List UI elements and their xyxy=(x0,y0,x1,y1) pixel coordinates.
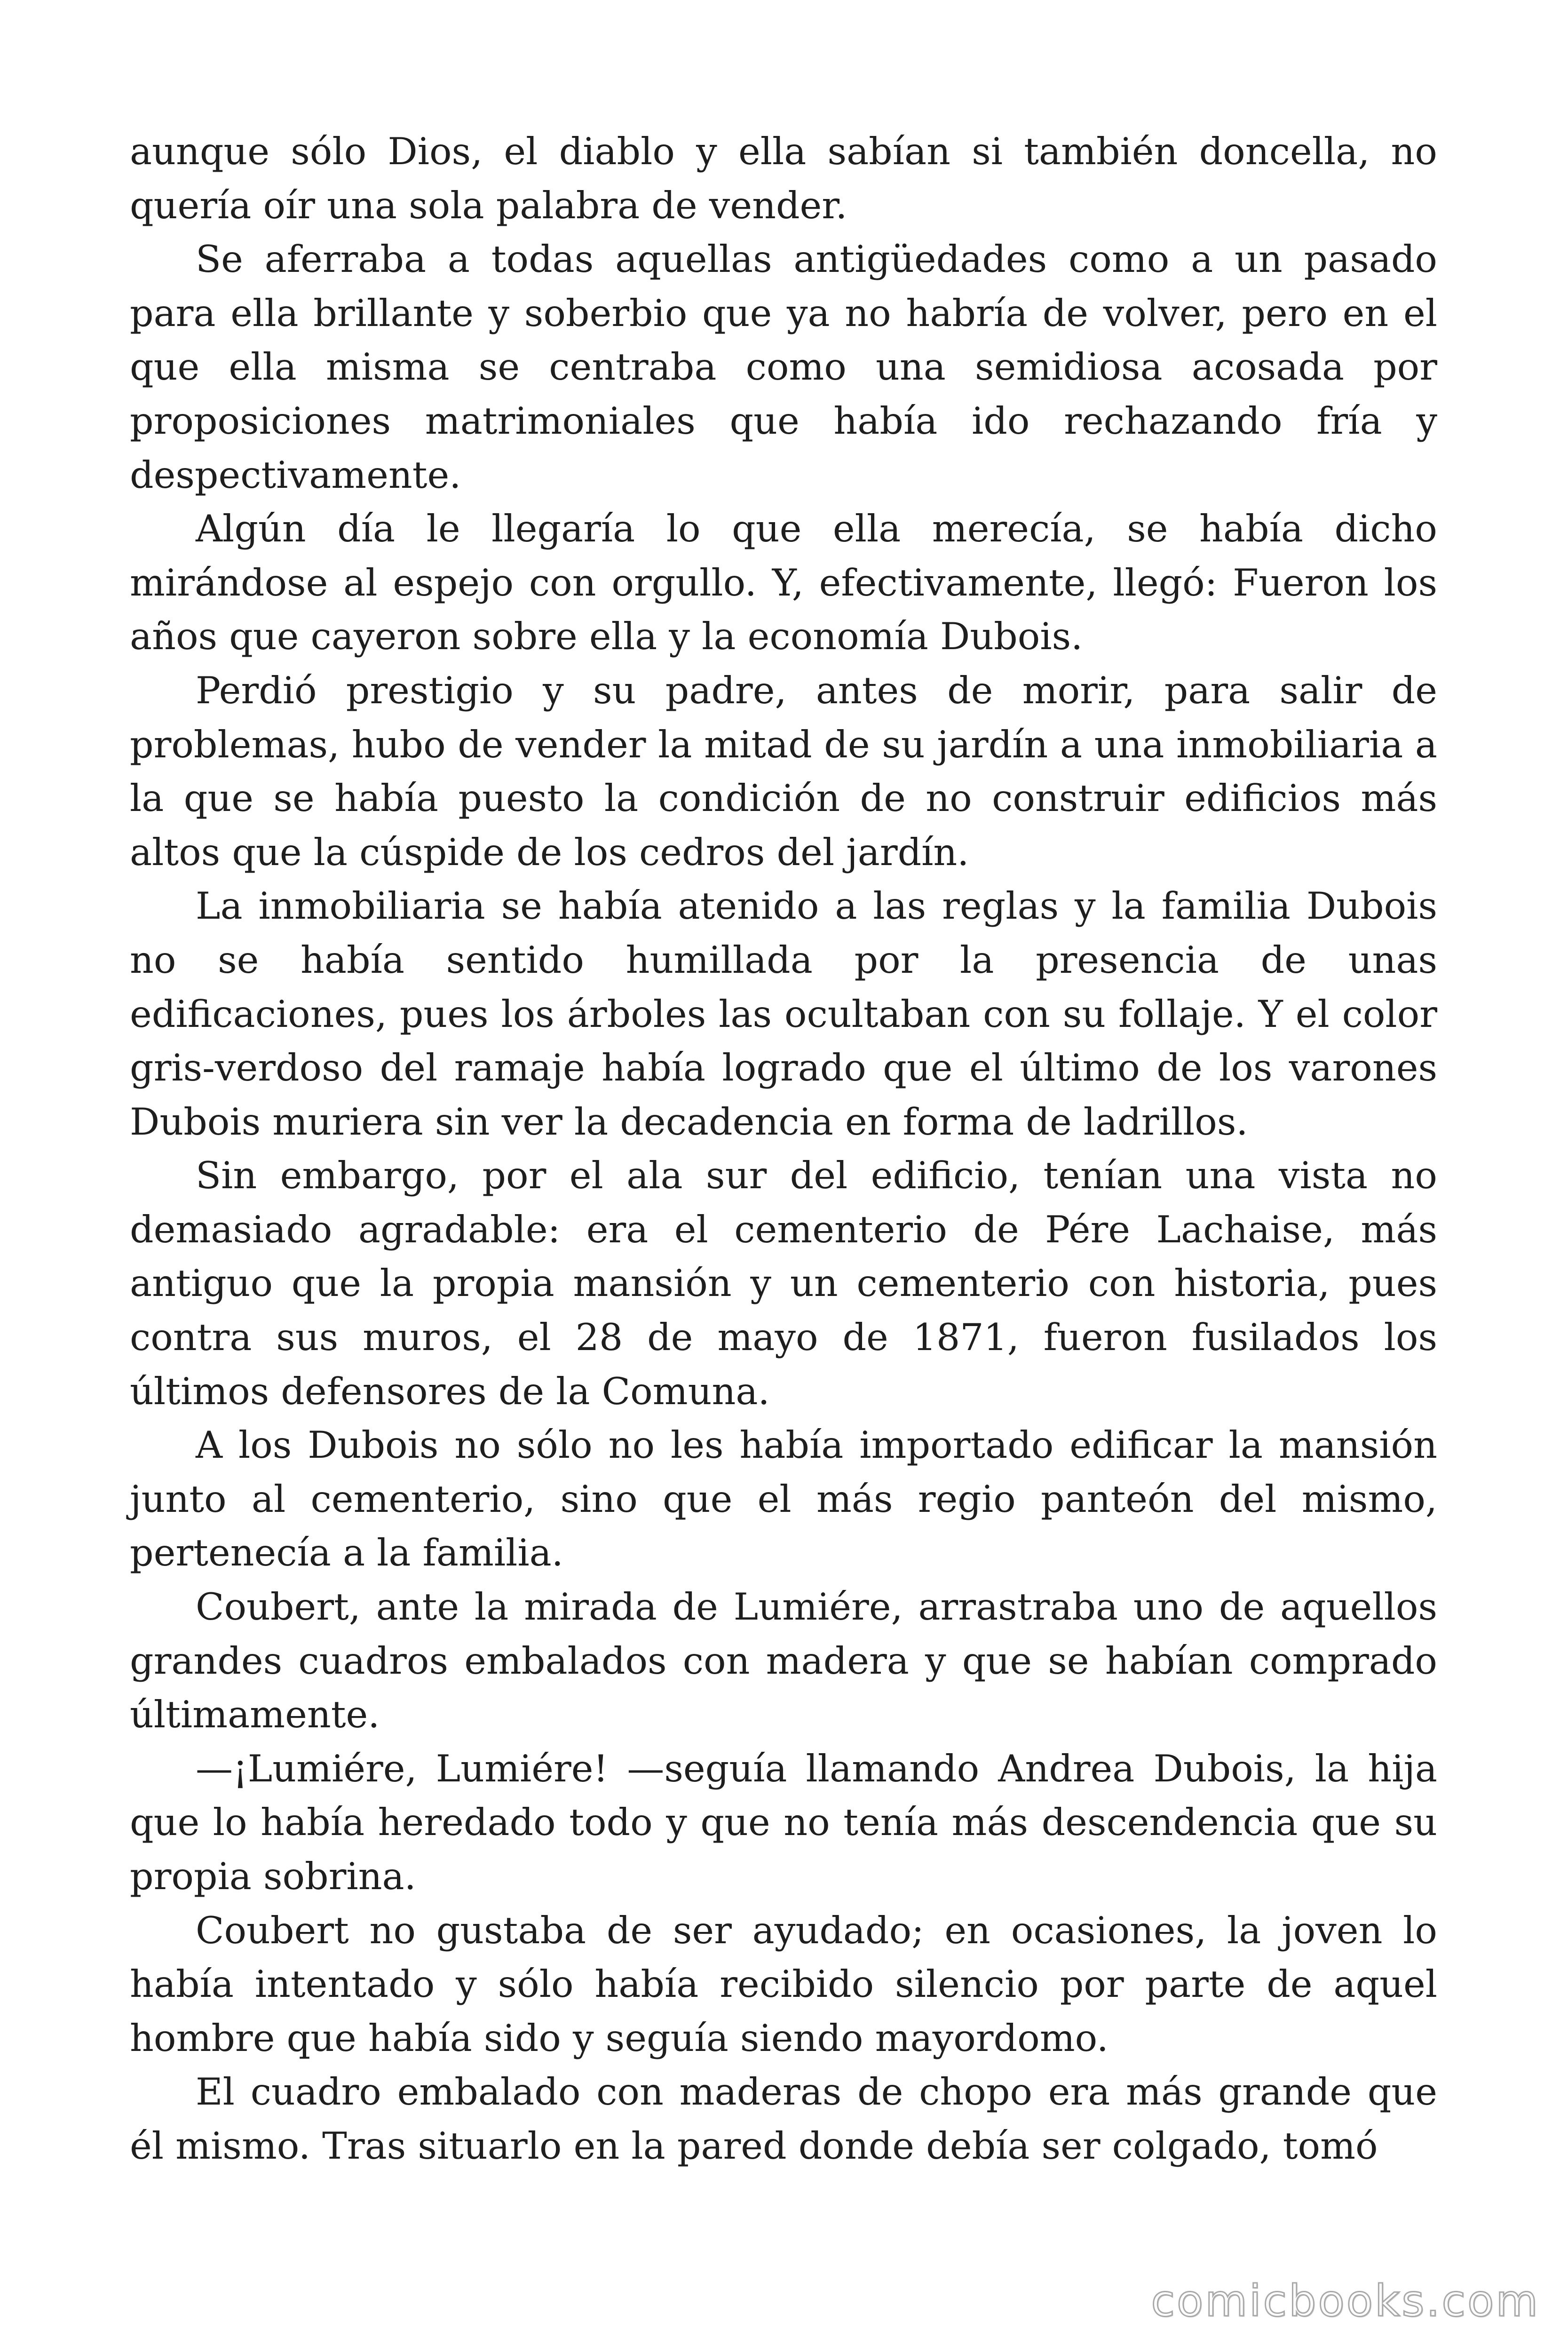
paragraph-10: Coubert no gustaba de ser ayudado; en ocasiones, la joven lo había intentado y sólo había recibido silencio por parte de aquel hombre que había sido y seguía siendo mayordomo. xyxy=(130,1908,1437,2060)
paragraph-5: La inmobiliaria se había atenido a las reglas y la familia Dubois no se había sentido humillada por la presencia de unas edificaciones, pues los árboles las ocultaban con su follaje. Y el color gris-verdoso del ramaje había logrado que el último de los varones Dubois muriera sin ver la decadencia en forma de ladrillos. xyxy=(130,884,1437,1144)
paragraph-3: Algún día le llegaría lo que ella merecía, se había dicho mirándose al espejo con orgullo. Y, efectivamente, llegó: Fueron los años que cayeron sobre ella y la economía Dubois. xyxy=(130,507,1437,659)
paragraph-6: Sin embargo, por el ala sur del edificio, tenían una vista no demasiado agradable: era el cementerio de Pére Lachaise, más antiguo que la propia mansión y un cementerio con historia, pues contra sus muros, el 28 de mayo de 1871, fueron fusilados los últimos defensores de la Comuna. xyxy=(130,1154,1437,1413)
paragraph-4: Perdió prestigio y su padre, antes de morir, para salir de problemas, hubo de vender la mitad de su jardín a una inmobiliaria a la que se había puesto la condición de no construir edificios más altos que la cúspide de los cedros del jardín. xyxy=(130,668,1437,874)
paragraph-11: El cuadro embalado con maderas de chopo era más grande que él mismo. Tras situarlo en la pared donde debía ser colgado, tomó xyxy=(130,2070,1437,2168)
paragraph-1: aunque sólo Dios, el diablo y ella sabían si también doncella, no quería oír una sola palabra de vender. xyxy=(130,130,1437,227)
body-text xyxy=(130,125,1437,2173)
paragraph-7: A los Dubois no sólo no les había importado edificar la mansión junto al cementerio, sino que el más regio panteón del mismo, pertenecía a la familia. xyxy=(130,1423,1437,1575)
paragraph-2: Se aferraba a todas aquellas antigüedades como a un pasado para ella brillante y soberbio que ya no habría de volver, pero en el que ella misma se centraba como una semidiosa acosada por proposiciones matrimoniales que había ido rechazando fría y despectivamente. xyxy=(130,238,1437,497)
paragraph-9: —¡Lumiére, Lumiére! —seguía llamando Andrea Dubois, la hija que lo había heredado todo y que no tenía más descendencia que su propia sobrina. xyxy=(130,1747,1437,1898)
watermark-logo: comicbooks.com xyxy=(1151,2276,1540,2326)
paragraph-8: Coubert, ante la mirada de Lumiére, arrastraba uno de aquellos grandes cuadros embalados con madera y que se habían comprado últimamente. xyxy=(130,1585,1437,1737)
